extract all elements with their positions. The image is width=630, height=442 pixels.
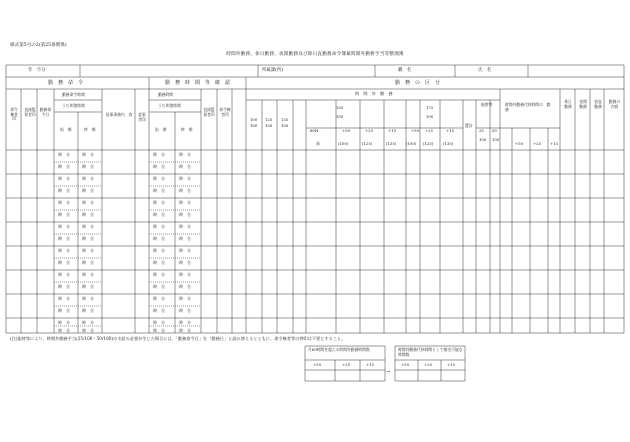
time-hour-label: 時: [179, 296, 183, 301]
rate-p135b: (135): [443, 141, 454, 146]
overtime-header: 時 間 外 勤 務: [355, 91, 393, 96]
time-hour-label: 時: [179, 320, 183, 325]
time-minute-label: 分: [66, 212, 70, 217]
col-reason: 従事事務内 容: [105, 112, 133, 117]
col-actual-time: 勤務時間: [158, 92, 174, 97]
col-shukuchoku: 宿直勤務: [594, 99, 602, 109]
summary-right-title: 時間外勤務代休時間として指定可能な時間数: [398, 347, 463, 357]
time-minute-label: 分: [66, 176, 70, 181]
time-minute-label: 分: [161, 176, 165, 181]
col-kyujitsu: 休日勤務: [564, 99, 572, 109]
rate-plus50: +50: [342, 128, 351, 133]
time-minute-label: 分: [90, 248, 94, 253]
daikyu-plus15: +15: [550, 141, 559, 146]
time-hour-label: 時: [179, 308, 183, 313]
rate-p125: (125): [362, 141, 373, 146]
time-hour-label: 時: [58, 272, 62, 277]
time-hour-label: 時: [82, 188, 86, 193]
time-minute-label: 分: [161, 224, 165, 229]
time-minute-label: 分: [66, 236, 70, 241]
form-title: 時間外勤務、休日勤務、夜間勤務及び除日直勤務命令簿兼時間外勤務手当等整理簿: [226, 52, 404, 57]
footnote: (注)振替等により、時間外勤務手当(25/100・50/100)の支給の必要が生じた場合には、「勤務命令日」を「勤務日」と読み替えるとともに、命令権者等の押印は不要とすること。: [10, 336, 346, 341]
time-hour-label: 時: [179, 224, 183, 229]
daikyu-plus50: +50: [515, 141, 524, 146]
summary-arrow: →: [386, 369, 391, 375]
category-header: 勤 務 の 区 分: [395, 80, 441, 86]
rate-60h: 60H: [310, 128, 319, 133]
time-hour-label: 時: [58, 236, 62, 241]
col-yakan: 夜間勤務: [579, 99, 587, 109]
time-hour-label: 時: [153, 296, 157, 301]
col-contents: 勤務の内容: [608, 99, 621, 109]
time-hour-label: 時: [179, 212, 183, 217]
time-hour-label: 時: [82, 236, 86, 241]
rate-125: 125: [265, 117, 273, 122]
time-hour-label: 時: [82, 164, 86, 169]
time-minute-label: 分: [90, 272, 94, 277]
summary-left-50: +50: [313, 362, 322, 367]
rate-135: 135: [281, 117, 289, 122]
time-minute-label: 分: [66, 200, 70, 205]
time-hour-label: 時: [82, 212, 86, 217]
time-hour-label: 時: [82, 328, 86, 333]
time-minute-label: 分: [66, 320, 70, 325]
col-total: 置計: [465, 123, 473, 128]
time-hour-label: 時: [153, 236, 157, 241]
time-minute-label: 分: [187, 176, 191, 181]
rate-plus15: +15: [388, 128, 397, 133]
time-hour-label: 時: [58, 188, 62, 193]
time-minute-label: 分: [187, 308, 191, 313]
time-minute-label: 分: [187, 320, 191, 325]
rate-25: 25: [479, 128, 484, 133]
time-hour-label: 時: [58, 200, 62, 205]
confirm-header: 勤 務 時 間 等 確 認: [165, 80, 231, 86]
time-hour-label: 時: [179, 272, 183, 277]
time-hour-label: 時: [82, 296, 86, 301]
rate-150-den: 100: [336, 114, 344, 119]
time-hour-label: 時: [153, 164, 157, 169]
rate-100: 100: [250, 117, 258, 122]
summary-right-15: +15: [447, 362, 456, 367]
col-order-time: 勤務命令時間: [62, 92, 85, 97]
time-minute-label: 分: [187, 236, 191, 241]
time-hour-label: 時: [58, 308, 62, 313]
time-hour-label: 時: [153, 212, 157, 217]
time-minute-label: 分: [66, 308, 70, 313]
rate-plus15b: +15: [446, 128, 455, 133]
time-minute-label: 分: [161, 236, 165, 241]
time-minute-label: 分: [161, 308, 165, 313]
name-label: 氏 名: [478, 68, 492, 73]
time-minute-label: 分: [187, 200, 191, 205]
rate-150: 150: [336, 105, 344, 110]
rate-p135: (135): [386, 141, 397, 146]
time-minute-label: 分: [90, 152, 94, 157]
time-hour-label: 時: [153, 328, 157, 333]
time-minute-label: 分: [187, 212, 191, 217]
time-hour-label: 時: [82, 200, 86, 205]
time-minute-label: 分: [161, 164, 165, 169]
time-hour-label: 時: [58, 224, 62, 229]
time-minute-label: 分: [187, 248, 191, 253]
col-supervisor-2: 直接監督者印: [203, 107, 215, 117]
time-minute-label: 分: [90, 212, 94, 217]
col-worker-seal: 従事者印: [138, 112, 146, 122]
time-hour-label: 時: [58, 248, 62, 253]
col-holiday: 振替等: [481, 102, 493, 107]
rate-100-c: 100: [492, 137, 500, 142]
time-minute-label: 分: [161, 284, 165, 289]
time-hour-label: 時: [58, 320, 62, 325]
time-hour-label: 時: [82, 320, 86, 325]
time-minute-label: 分: [187, 296, 191, 301]
command-header: 勤 務 命 令: [48, 80, 84, 86]
time-hour-label: 時: [58, 152, 62, 157]
time-minute-label: 分: [161, 272, 165, 277]
rate-125-den: 100: [265, 123, 273, 128]
time-minute-label: 分: [90, 224, 94, 229]
time-minute-label: 分: [90, 308, 94, 313]
time-minute-label: 分: [66, 248, 70, 253]
rate-plus50b: +50: [411, 128, 420, 133]
rate-plus25: +25: [365, 128, 374, 133]
rate-mae: 前: [316, 141, 320, 146]
time-hour-label: 時: [82, 308, 86, 313]
col-cmd-person-2: 命令権者印: [219, 107, 231, 117]
time-hour-label: 時: [58, 260, 62, 265]
form-id: 様式第5号の2(第25条関係): [10, 43, 67, 48]
time-hour-label: 時: [58, 212, 62, 217]
rate-p125b: (125): [423, 141, 434, 146]
summary-left-15: +15: [366, 362, 375, 367]
col-start-2: 始 期: [155, 127, 167, 132]
time-minute-label: 分: [187, 272, 191, 277]
time-hour-label: 時: [179, 284, 183, 289]
time-hour-label: 時: [82, 272, 86, 277]
time-hour-label: 時: [153, 260, 157, 265]
time-minute-label: 分: [187, 224, 191, 229]
rate-175: 175: [426, 105, 434, 110]
summary-right-50: +50: [401, 362, 410, 367]
time-hour-label: 時: [58, 164, 62, 169]
time-hour-label: 時: [153, 272, 157, 277]
col-supervisor: 直接監督者印: [24, 107, 36, 117]
summary-right-25: +25: [424, 362, 433, 367]
time-minute-label: 分: [161, 328, 165, 333]
time-minute-label: 分: [161, 200, 165, 205]
daikyu-plus25: +25: [533, 141, 542, 146]
time-minute-label: 分: [187, 152, 191, 157]
time-minute-label: 分: [66, 188, 70, 193]
time-hour-label: 時: [179, 152, 183, 157]
col-break-time: うち休憩時間: [62, 103, 85, 108]
time-minute-label: 分: [187, 188, 191, 193]
time-minute-label: 分: [66, 164, 70, 169]
col-start: 始 期: [60, 127, 72, 132]
time-minute-label: 分: [66, 296, 70, 301]
time-hour-label: 時: [58, 176, 62, 181]
time-hour-label: 時: [82, 284, 86, 289]
time-minute-label: 分: [66, 328, 70, 333]
time-minute-label: 分: [90, 284, 94, 289]
time-hour-label: 時: [179, 260, 183, 265]
col-cmd-person: 命令権者印: [10, 107, 18, 122]
time-minute-label: 分: [90, 236, 94, 241]
summary-left-title: 月60時間を超える時間外勤務時間数: [308, 347, 370, 352]
time-minute-label: 分: [161, 296, 165, 301]
time-minute-label: 分: [161, 188, 165, 193]
time-minute-label: 分: [90, 200, 94, 205]
time-hour-label: 時: [153, 248, 157, 253]
time-minute-label: 分: [161, 152, 165, 157]
time-hour-label: 時: [153, 320, 157, 325]
rate-p100b: (100): [406, 141, 417, 146]
time-minute-label: 分: [187, 260, 191, 265]
time-minute-label: 分: [66, 224, 70, 229]
time-hour-label: 時: [82, 224, 86, 229]
summary-left-25: +25: [342, 362, 351, 367]
time-hour-label: 時: [179, 188, 183, 193]
col-end-2: 終 期: [181, 127, 193, 132]
time-minute-label: 分: [66, 260, 70, 265]
time-hour-label: 時: [58, 328, 62, 333]
rate-100-den: 100: [250, 123, 258, 128]
time-hour-label: 時: [82, 248, 86, 253]
time-hour-label: 時: [179, 248, 183, 253]
time-hour-label: 時: [153, 224, 157, 229]
rate-100-b: 100: [479, 137, 487, 142]
time-minute-label: 分: [161, 320, 165, 325]
time-minute-label: 分: [90, 328, 94, 333]
time-minute-label: 分: [187, 284, 191, 289]
time-hour-label: 時: [179, 164, 183, 169]
rate-50: 50: [492, 128, 497, 133]
time-hour-label: 時: [58, 296, 62, 301]
time-hour-label: 時: [153, 284, 157, 289]
time-minute-label: 分: [90, 188, 94, 193]
time-minute-label: 分: [90, 164, 94, 169]
time-minute-label: 分: [161, 212, 165, 217]
time-minute-label: 分: [90, 260, 94, 265]
time-hour-label: 時: [179, 236, 183, 241]
time-minute-label: 分: [90, 296, 94, 301]
time-minute-label: 分: [66, 284, 70, 289]
time-hour-label: 時: [179, 176, 183, 181]
rate-135-den: 100: [281, 123, 289, 128]
time-hour-label: 時: [179, 328, 183, 333]
year-month: 年 月分: [28, 68, 46, 73]
time-minute-label: 分: [187, 164, 191, 169]
position-label: 職 名: [398, 68, 412, 73]
col-order-date: 勤務命令日: [39, 107, 52, 117]
time-minute-label: 分: [161, 260, 165, 265]
time-hour-label: 時: [153, 176, 157, 181]
time-hour-label: 時: [82, 260, 86, 265]
time-minute-label: 分: [187, 328, 191, 333]
time-hour-label: 時: [179, 200, 183, 205]
col-sub-break: うち休憩時間: [158, 103, 181, 108]
time-minute-label: 分: [161, 248, 165, 253]
time-hour-label: 時: [153, 200, 157, 205]
time-hour-label: 時: [153, 152, 157, 157]
time-hour-label: 時: [82, 176, 86, 181]
time-hour-label: 時: [153, 188, 157, 193]
time-hour-label: 時: [82, 152, 86, 157]
time-hour-label: 時: [153, 308, 157, 313]
rate-175-den: 100: [426, 114, 434, 119]
time-minute-label: 分: [66, 272, 70, 277]
rate-p100: (100): [338, 141, 349, 146]
time-hour-label: 時: [58, 284, 62, 289]
rate-plus25b: +25: [425, 128, 434, 133]
time-minute-label: 分: [90, 320, 94, 325]
time-minute-label: 分: [66, 152, 70, 157]
dept-label: 所属課(所): [262, 68, 283, 73]
col-daikyu: 時間外勤務代休時間の 勤 務: [505, 102, 555, 113]
col-end: 終 期: [84, 127, 96, 132]
time-minute-label: 分: [90, 176, 94, 181]
